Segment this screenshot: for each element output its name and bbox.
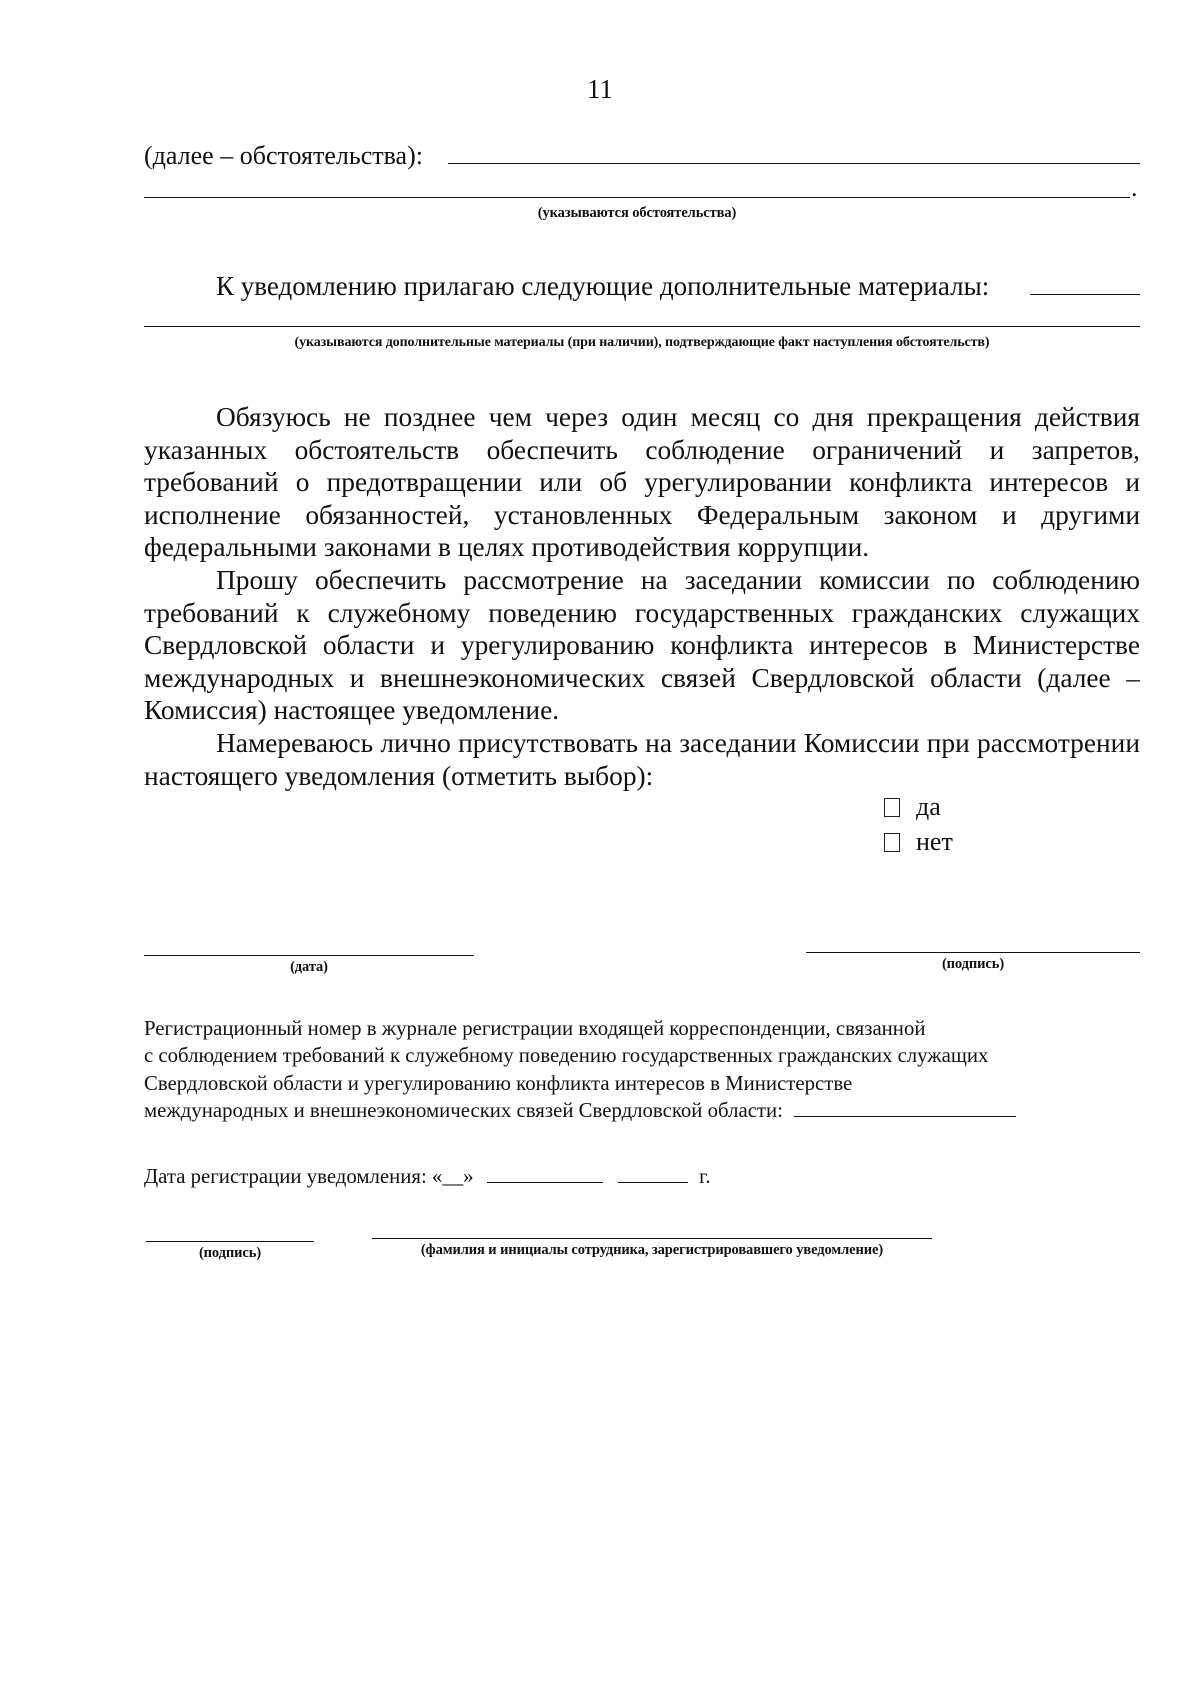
registration-line-4-text: международных и внешнеэкономических связей Свердловской области:: [144, 1098, 783, 1122]
registration-line-3: Свердловской области и урегулированию конфликта интересов в Министерстве: [144, 1071, 853, 1095]
choice-no-label: нет: [916, 827, 953, 856]
page-number: 11: [587, 74, 613, 104]
checkbox-no[interactable]: [884, 833, 900, 852]
registration-line-2: с соблюдением требований к служебному поведению государственных гражданских служащих: [144, 1044, 989, 1068]
caption-signature: (подпись): [941, 956, 1005, 972]
circumstances-lead: (далее – обстоятельства):: [144, 141, 423, 170]
caption-date: (дата): [290, 959, 328, 975]
paragraph-request: Прошу обеспечить рассмотрение на заседании комиссии по соблюдению требований к служебному поведению государственных гражданских служащих Свердловской области и урегулированию конфликта интересов в Министерстве международных и внешнеэкономических связей Свердловской области (далее – Комиссия) настоящее уведомление.: [144, 564, 1140, 726]
choice-yes-label: да: [916, 792, 941, 821]
registration-year-blank: [618, 1181, 688, 1183]
attachments-label: К уведомлению прилагаю следующие дополнительные материалы:: [216, 271, 990, 301]
registration-line-1: Регистрационный номер в журнале регистрации входящей корреспонденции, связанной: [144, 1017, 926, 1040]
caption-circumstances: (указываются обстоятельства): [537, 205, 737, 221]
registration-month-blank: [487, 1181, 603, 1183]
circumstances-blank-1: [448, 163, 1140, 164]
checkbox-yes[interactable]: [884, 798, 900, 817]
date-blank: [144, 955, 474, 956]
registration-line-4: [144, 1097, 1016, 1124]
paragraph-intent: Намереваюсь лично присутствовать на заседании Комиссии при рассмотрении настоящего уведомления (отметить выбор):: [144, 727, 1140, 791]
registration-year-suffix: г.: [699, 1165, 711, 1188]
employee-name-blank: [372, 1238, 932, 1239]
caption-registrar-signature: (подпись): [198, 1245, 262, 1261]
circumstances-end-dot: .: [1131, 173, 1138, 202]
attachments-blank-1: [1030, 294, 1140, 295]
paragraph-obligation: Обязуюсь не позднее чем через один месяц со дня прекращения действия указанных обстоятельств обеспечить соблюдение ограничений и запретов, требований о предотвращении или об урегулировании конфликта интересов и исполнение обязанностей, установленных Федеральным законом и другими федеральными законами в целях противодействия коррупции.: [144, 402, 1140, 563]
attachments-blank-2: [144, 326, 1140, 327]
body-text: [144, 401, 1140, 792]
caption-materials: (указываются дополнительные материалы (при наличии), подтверждающие факт наступления обстоятельств): [294, 335, 990, 350]
registration-date-row: [144, 1163, 711, 1190]
circumstances-blank-2: [144, 197, 1130, 198]
registration-number-blank: [794, 1115, 1016, 1117]
choice-yes[interactable]: [884, 791, 941, 823]
registration-date-label: Дата регистрации уведомления: «__»: [144, 1165, 474, 1188]
registration-text: [144, 1015, 1016, 1124]
registrar-signature-blank: [146, 1241, 314, 1242]
choice-no[interactable]: [884, 826, 953, 858]
caption-employee: (фамилия и инициалы сотрудника, зарегистрировавшего уведомление): [420, 1242, 884, 1258]
signature-blank: [806, 952, 1140, 953]
